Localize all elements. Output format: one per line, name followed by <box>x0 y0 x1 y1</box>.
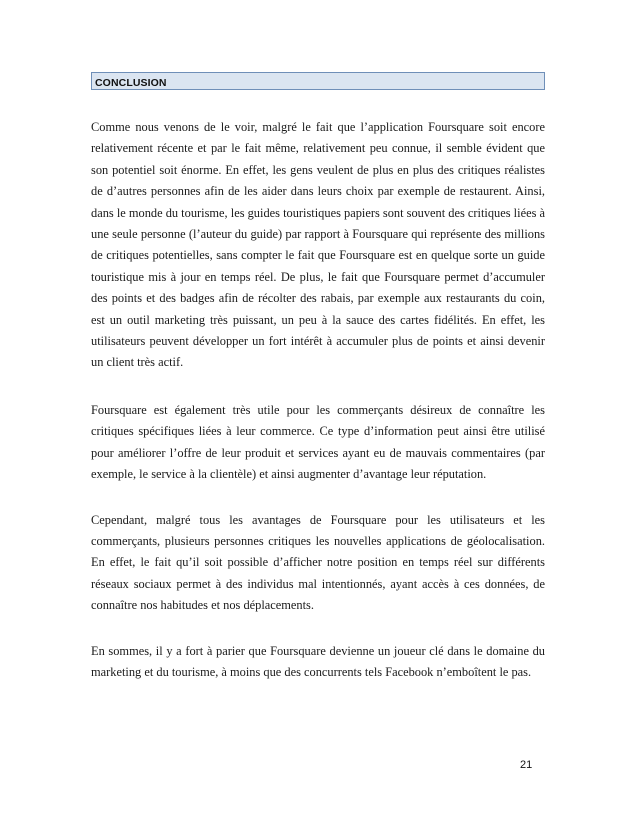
section-heading-box <box>91 72 545 90</box>
paragraph-4: En sommes, il y a fort à parier que Foursquare devienne un joueur clé dans le domaine du marketing et du tourisme, à moins que des concurrents tels Facebook n’emboîtent le pas. <box>91 643 545 679</box>
paragraph-3: Cependant, malgré tous les avantages de Foursquare pour les utilisateurs et les commerçants, plusieurs personnes critiques les nouvelles applications de géolocalisation. En effet, le fait qu’il soit possible d’afficher notre position en temps réel sur différents réseaux sociaux permet à des individus mal intentionnés, ayant accès à ces données, de connaître nos habitudes et nos déplacements. <box>91 512 545 613</box>
section-heading: CONCLUSION <box>95 77 167 89</box>
page-number: 21 <box>520 759 533 771</box>
paragraph-2: Foursquare est également très utile pour les commerçants désireux de connaître les critiques spécifiques liées à leur commerce. Ce type d’information peut ainsi être utilisé pour améliorer l’offre de leur produit et services ayant eu de mauvais commentaires (par exemple, le service à la clientèle) et ainsi augmenter d’avantage leur réputation. <box>91 402 545 482</box>
body-text <box>91 117 545 707</box>
paragraph-1: Comme nous venons de le voir, malgré le fait que l’application Foursquare soit encore relativement récente et par le fait même, relativement peu connue, il semble évident que son potentiel soit énorme. En effet, les gens veulent de plus en plus des critiques réalistes de d’autres personnes afin de les aider dans leurs choix par exemple de restaurent. Ainsi, dans le monde du tourisme, les guides touristiques papiers sont souvent des critiques liées à une seule personne (l’auteur du guide) par rapport à Foursquare qui représente des millions de critiques potentielles, sans compter le fait que Foursquare est en quelque sorte un guide touristique mis à jour en temps réel. De plus, le fait que Foursquare permet d’accumuler des points et des badges afin de récolter des rabais, par exemple aux restaurants du coin, est un outil marketing très puissant, un peu à la sauce des cartes fidélités. En effet, les utilisateurs peuvent développer un fort intérêt à accumuler plus de points et ainsi devenir un client très actif. <box>91 120 545 370</box>
